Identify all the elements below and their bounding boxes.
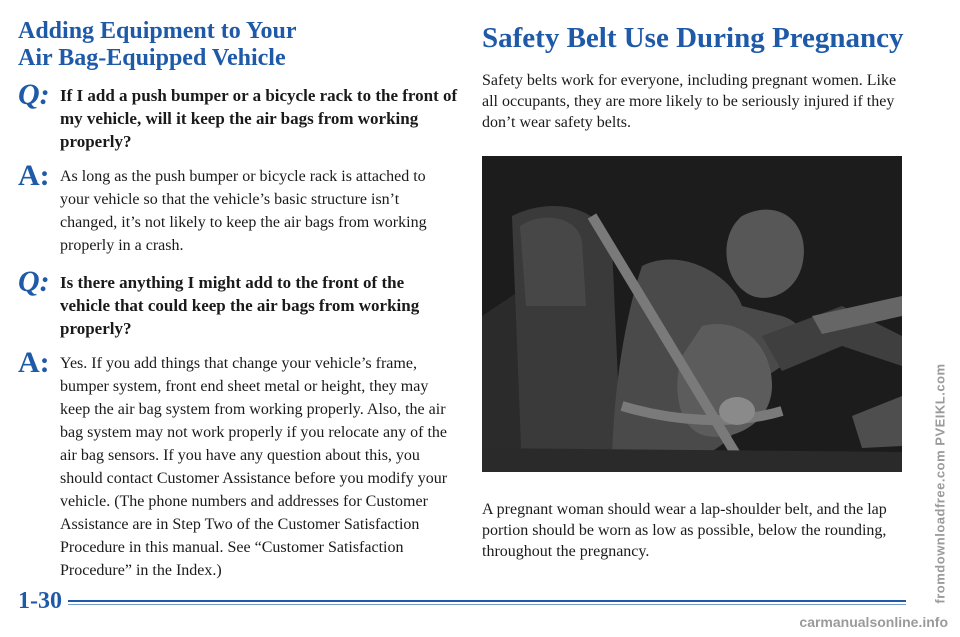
answer-2 bbox=[18, 346, 458, 582]
footer-rule-secondary bbox=[68, 604, 906, 605]
section-title-pregnancy: Safety Belt Use During Pregnancy bbox=[482, 22, 904, 54]
question-1-text: If I add a push bumper or a bicycle rack to the front of my vehicle, will it keep the air bags from working properly? bbox=[60, 86, 458, 151]
question-2-text: Is there anything I might add to the front of the vehicle that could keep the air bags from working properly? bbox=[60, 273, 420, 338]
question-mark: Q: bbox=[18, 265, 50, 298]
answer-mark: A: bbox=[18, 346, 50, 379]
question-1 bbox=[18, 78, 458, 153]
intro-paragraph: Safety belts work for everyone, including pregnant women. Like all occupants, they are more likely to be seriously injured if they don’t wear safety belts. bbox=[482, 72, 897, 131]
page-footer bbox=[18, 588, 908, 614]
illustration-caption: A pregnant woman should wear a lap-shoulder belt, and the lap portion should be worn as low as possible, below the rounding, throughout the pregnancy. bbox=[482, 501, 887, 560]
illustration-svg bbox=[482, 156, 902, 472]
answer-mark: A: bbox=[18, 159, 50, 192]
title-line-1: Adding Equipment to Your bbox=[18, 18, 297, 44]
question-2 bbox=[18, 265, 458, 340]
answer-1 bbox=[18, 159, 458, 257]
bottom-watermark: carmanualsonline.info bbox=[799, 614, 948, 630]
side-watermark bbox=[920, 330, 960, 637]
answer-1-text: As long as the push bumper or bicycle rack is attached to your vehicle so that the vehicle’s basic structure isn’t changed, it’s not likely to keep the air bags from working properly in a crash. bbox=[60, 168, 427, 254]
pregnant-woman-seatbelt-illustration bbox=[482, 156, 902, 472]
title-line-2: Air Bag-Equipped Vehicle bbox=[18, 45, 286, 71]
answer-2-text: Yes. If you add things that change your vehicle’s frame, bumper system, front end sheet metal or height, they may keep the air bag system from working properly. Also, the air bag system may not work properly if you relocate any of the air bag sensors. If you have any question about this, you should contact Customer Assistance before you modify your vehicle. (The phone numbers and addresses for Customer Assistance are in Step Two of the Customer Satisfaction Procedure in this manual. See “Customer Satisfaction Procedure” in the Index.) bbox=[60, 355, 448, 579]
left-column bbox=[18, 18, 458, 582]
question-mark: Q: bbox=[18, 78, 50, 111]
page-number: 1-30 bbox=[18, 588, 62, 614]
side-watermark-text: fromdownloadfree.com PVEIKL.com bbox=[932, 363, 948, 604]
right-column bbox=[482, 22, 912, 562]
section-title-adding-equipment bbox=[18, 18, 458, 72]
footer-rule bbox=[68, 600, 906, 602]
